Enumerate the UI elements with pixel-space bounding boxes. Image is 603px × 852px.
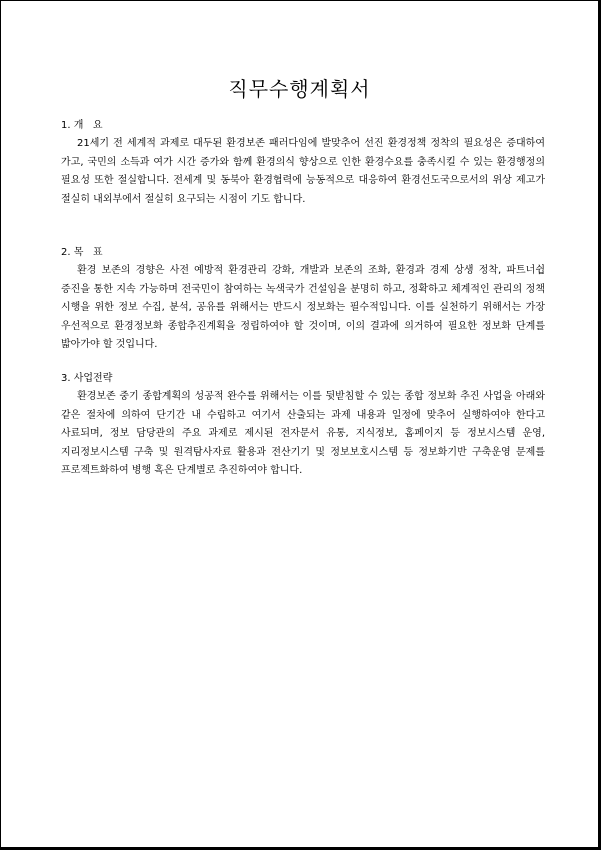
section-heading: 3. 사업전략: [61, 373, 113, 384]
section-heading: 1. 개 요: [61, 120, 103, 131]
section-overview: [61, 117, 545, 209]
section-body: 21세기 전 세계적 과제로 대두된 환경보존 패러다임에 발맞추어 선진 환경정책 정착의 필요성은 증대하여 가고, 국민의 소득과 여가 시간 증가와 함께 환경의식 향상으로 인한 환경수요를 충족시킬 수 있는 환경행정의 필요성 또한 절실합니다. 전세계 및 동북아 환경협력에 능동적으로 대응하여 환경선도국으로서의 위상 제고가 절실히 내외부에서 절실히 요구되는 시점이 기도 합니다.: [61, 138, 545, 205]
section-goals: [61, 244, 545, 355]
section-body: 환경 보존의 경향은 사전 예방적 환경관리 강화, 개발과 보존의 조화, 환경과 경제 상생 정착, 파트너쉽 증진을 통한 지속 가능하며 전국민이 참여하는 녹색국가 건설임을 분명히 하고, 정확하고 체계적인 관리의 정책 시행을 위한 정보 수집, 분석, 공유를 위해서는 반드시 정보화는 필수적입니다. 이를 실천하기 위해서는 가장 우선적으로 환경정보화 종합추진계획을 정립하여야 할 것이며, 이의 결과에 의거하여 필요한 정보화 단계를 밟아가야 할 것입니다.: [61, 265, 545, 350]
document-title: 직무수행계획서: [228, 77, 371, 101]
section-heading: 2. 목 표: [61, 247, 103, 258]
section-body: 환경보존 중기 종합계획의 성공적 완수를 위해서는 이를 뒷받침할 수 있는 종합 정보화 추진 사업을 아래와 같은 절차에 의하여 단기간 내 수립하고 여기서 산출되는 과제 내용과 일정에 맞추어 실행하여야 한다고 사료되며, 정보 담당관의 주요 과제로 제시된 전자문서 유통, 지식정보, 홈페이지 등 정보시스템 운영, 지리정보시스템 구축 및 원격탐사자료 활용과 전산기기 및 정보보호시스템 등 정보화기반 구축운영 문제를 프로젝트화하여 병행 혹은 단계별로 추진하여야 합니다.: [61, 391, 545, 476]
section-strategy: [61, 370, 545, 481]
